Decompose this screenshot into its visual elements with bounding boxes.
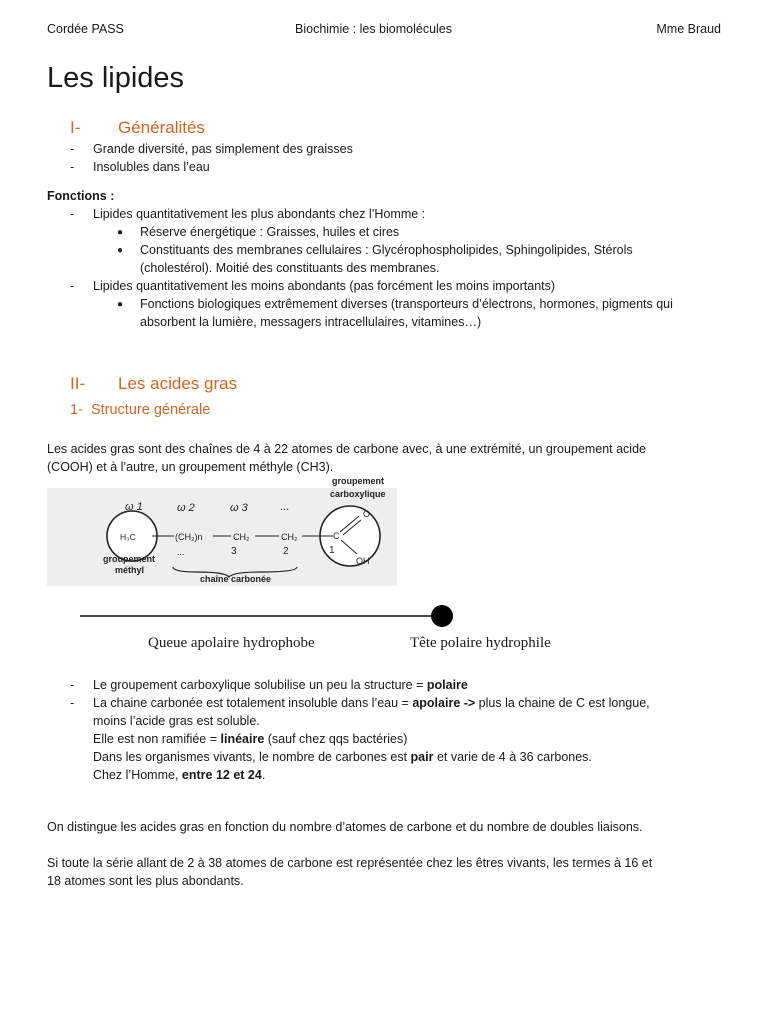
chain-caption: chaîne carbonée xyxy=(200,574,272,584)
paragraph-1: On distingue les acides gras en fonction du nombre d’atomes de carbone et du nombre de doubles liaisons. xyxy=(47,820,643,834)
carboxyl-caption-line1: groupement xyxy=(332,476,385,486)
h3c-label: H₃C xyxy=(120,532,136,542)
list-item xyxy=(93,676,468,694)
subsection-title: Structure générale xyxy=(90,402,211,418)
text-run: Elle est non ramifiée = xyxy=(93,732,221,746)
methyl-caption-line2: méthyl xyxy=(115,565,145,575)
list-item-continued xyxy=(93,730,407,748)
list-item-continued: absorbent la lumière, messagers intracellulaires, vitamines…) xyxy=(140,315,482,329)
head-dot xyxy=(431,605,453,627)
subsection-number: 1- xyxy=(70,402,83,418)
intro-line-2: (COOH) et à l’autre, un groupement méthyle (CH3). xyxy=(47,460,334,474)
ch2-label: CH₂ xyxy=(233,532,250,542)
carboxyl-caption-line2: carboxylique xyxy=(330,489,386,499)
bold-run: polaire xyxy=(426,678,468,692)
omega2-label: ω 2 xyxy=(177,502,195,514)
text-run: et varie de 4 à 36 carbones. xyxy=(433,750,592,764)
polarity-bar xyxy=(80,604,460,628)
subsection-heading xyxy=(70,402,210,418)
paragraph-2-line1: Si toute la série allant de 2 à 38 atomes de carbone est représentée chez les êtres vivants, les termes à 16 et xyxy=(47,856,653,870)
list-item-continued xyxy=(93,766,265,784)
dash-marker: - xyxy=(70,696,75,710)
head-label: Tête polaire hydrophile xyxy=(410,635,551,651)
bullet-marker: ● xyxy=(117,245,124,256)
bold-run: linéaire xyxy=(220,732,265,746)
bullet-marker: ● xyxy=(117,227,124,238)
text-run: Chez l’Homme, xyxy=(93,768,182,782)
dash-marker: - xyxy=(70,279,75,293)
dash-marker: - xyxy=(70,142,75,156)
omega3-label: ω 3 xyxy=(230,502,248,514)
list-item-continued: moins l’acide gras est soluble. xyxy=(93,714,260,728)
header-right: Mme Braud xyxy=(656,22,721,36)
list-item: Lipides quantitativement les plus abondants chez l’Homme : xyxy=(93,207,426,221)
bullet-marker: ● xyxy=(117,299,124,310)
carbon-label: C xyxy=(333,531,340,541)
list-item: Réserve énergétique : Graisses, huiles et cires xyxy=(140,225,400,239)
fatty-acid-diagram xyxy=(47,474,407,590)
dash-marker: - xyxy=(70,678,75,692)
section1-number: I- xyxy=(70,118,81,137)
bold-run: apolaire -> xyxy=(412,696,476,710)
bold-run: entre 12 et 24 xyxy=(181,768,262,782)
intro-line-1: Les acides gras sont des chaînes de 4 à 22 atomes de carbone avec, à une extrémité, un groupement acide xyxy=(47,442,646,456)
omega1-label: ω 1 xyxy=(125,501,143,513)
ch2n-label: (CH₂)n xyxy=(175,532,203,542)
properties-list xyxy=(0,676,768,786)
dash-marker: - xyxy=(70,160,75,174)
tail-label: Queue apolaire hydrophobe xyxy=(148,635,315,651)
carbon-number-3: 3 xyxy=(231,546,237,557)
list-item-continued: (cholestérol). Moitié des constituants des membranes. xyxy=(140,261,440,275)
section1-heading xyxy=(70,118,205,138)
list-item: Lipides quantitativement les moins abondants (pas forcément les moins importants) xyxy=(93,279,556,293)
section1-title: Généralités xyxy=(118,118,205,137)
ch2-label: CH₂ xyxy=(281,532,298,542)
page-title: Les lipides xyxy=(47,62,185,94)
paragraph-2-line2: 18 atomes sont les plus abondants. xyxy=(47,874,244,888)
text-run: . xyxy=(261,768,266,782)
carbon-number-2: 2 xyxy=(283,546,289,557)
methyl-caption-line1: groupement xyxy=(103,554,156,564)
section2-number: II- xyxy=(70,374,86,393)
text-run: La chaine carbonée est totalement insoluble dans l’eau = xyxy=(93,696,413,710)
bold-run: pair xyxy=(410,750,434,764)
carbon-number-dots: ... xyxy=(177,547,185,557)
section2-title: Les acides gras xyxy=(118,374,238,393)
list-item: Constituants des membranes cellulaires : Glycérophospholipides, Sphingolipides, Stérols xyxy=(140,243,633,257)
header-center: Biochimie : les biomolécules xyxy=(295,22,453,36)
omega-dots: ... xyxy=(280,501,290,513)
text-run: plus la chaine de C est longue, xyxy=(475,696,650,710)
dash-marker: - xyxy=(70,207,75,221)
section1-body xyxy=(0,140,768,340)
carbon-number-1: 1 xyxy=(329,545,335,556)
text-run: Le groupement carboxylique solubilise un peu la structure = xyxy=(93,678,427,692)
list-item: Grande diversité, pas simplement des graisses xyxy=(93,142,353,156)
oh-label: OH xyxy=(356,556,370,566)
section2-heading xyxy=(70,374,237,394)
text-run: Dans les organismes vivants, le nombre de carbones est xyxy=(93,750,411,764)
fonctions-label: Fonctions : xyxy=(47,189,115,203)
list-item: Insolubles dans l’eau xyxy=(93,160,210,174)
header-left: Cordée PASS xyxy=(47,22,124,36)
text-run: (sauf chez qqs bactéries) xyxy=(264,732,408,746)
list-item-continued xyxy=(93,748,592,766)
list-item: Fonctions biologiques extrêmement diverses (transporteurs d’électrons, hormones, pigments qui xyxy=(140,297,673,311)
oxygen-label: O xyxy=(363,509,371,519)
list-item xyxy=(93,694,650,712)
